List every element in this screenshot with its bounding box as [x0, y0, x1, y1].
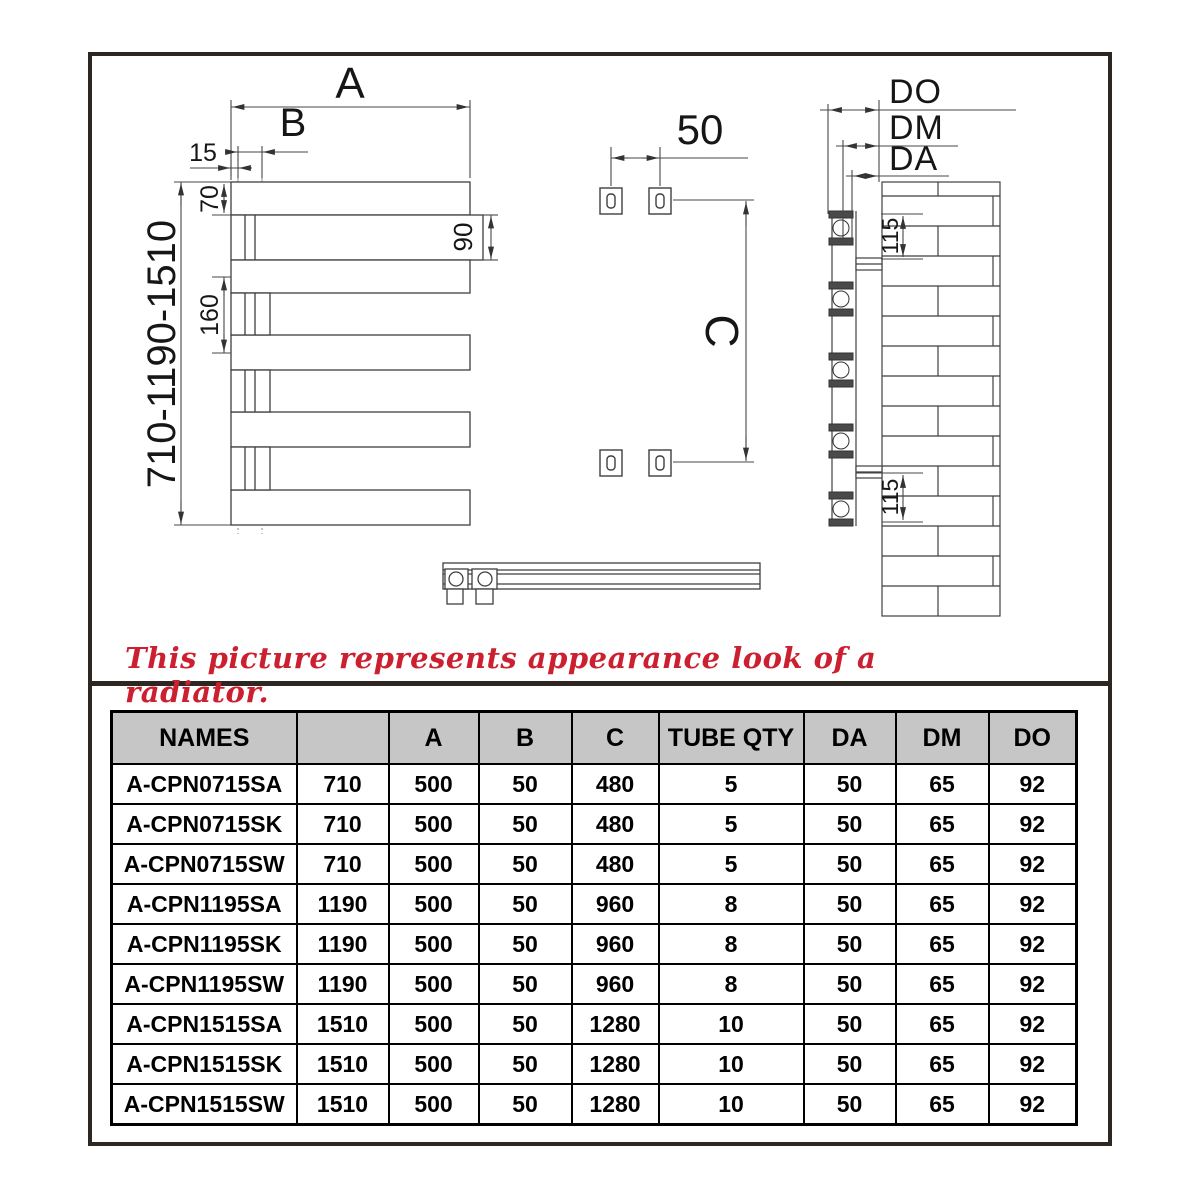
- value-cell: 500: [389, 764, 479, 804]
- value-cell: 50: [479, 964, 572, 1004]
- table-row: [112, 1004, 1077, 1044]
- mounting-view-dimensions: [611, 147, 754, 462]
- value-cell: 10: [659, 1084, 804, 1125]
- value-cell: 50: [804, 1044, 896, 1084]
- value-cell: 50: [479, 1004, 572, 1044]
- value-cell: 1190: [297, 924, 389, 964]
- model-name-cell: A-CPN0715SA: [112, 764, 297, 804]
- value-cell: 480: [572, 804, 659, 844]
- dim-label-115-top: 115: [877, 217, 904, 255]
- value-cell: 8: [659, 884, 804, 924]
- value-cell: 92: [989, 1004, 1077, 1044]
- value-cell: 65: [896, 1084, 989, 1125]
- side-view: [832, 182, 1000, 616]
- value-cell: 500: [389, 844, 479, 884]
- value-cell: 1280: [572, 1004, 659, 1044]
- spec-table-body: [112, 764, 1077, 1125]
- table-row: [112, 1044, 1077, 1084]
- column-header-a: A: [389, 712, 479, 765]
- value-cell: 960: [572, 884, 659, 924]
- value-cell: 50: [804, 764, 896, 804]
- caption-text: This picture represents appearance look of a radiator.: [125, 641, 877, 709]
- value-cell: 92: [989, 964, 1077, 1004]
- dim-label-50: 50: [676, 106, 724, 153]
- value-cell: 710: [297, 764, 389, 804]
- value-cell: 50: [804, 804, 896, 844]
- column-header-do: DO: [989, 712, 1077, 765]
- value-cell: 50: [479, 804, 572, 844]
- value-cell: 8: [659, 924, 804, 964]
- value-cell: 50: [804, 884, 896, 924]
- column-header-c: C: [572, 712, 659, 765]
- value-cell: 65: [896, 1044, 989, 1084]
- table-row: [112, 764, 1077, 804]
- header-row: [112, 712, 1077, 765]
- value-cell: 92: [989, 764, 1077, 804]
- value-cell: 92: [989, 924, 1077, 964]
- value-cell: 5: [659, 844, 804, 884]
- value-cell: 1190: [297, 964, 389, 1004]
- value-cell: 50: [804, 924, 896, 964]
- value-cell: 10: [659, 1044, 804, 1084]
- table-row: [112, 844, 1077, 884]
- dim-label-70: 70: [195, 185, 224, 213]
- value-cell: 50: [479, 1044, 572, 1084]
- value-cell: 92: [989, 884, 1077, 924]
- dim-label-a: A: [335, 59, 365, 108]
- value-cell: 1510: [297, 1004, 389, 1044]
- value-cell: 65: [896, 844, 989, 884]
- value-cell: 710: [297, 844, 389, 884]
- value-cell: 50: [804, 1004, 896, 1044]
- model-name-cell: A-CPN1515SA: [112, 1004, 297, 1044]
- model-name-cell: A-CPN1515SK: [112, 1044, 297, 1084]
- value-cell: 92: [989, 1084, 1077, 1125]
- column-header-tube-qty: TUBE QTY: [659, 712, 804, 765]
- column-header-dm: DM: [896, 712, 989, 765]
- value-cell: 65: [896, 924, 989, 964]
- value-cell: 1280: [572, 1044, 659, 1084]
- value-cell: 50: [479, 764, 572, 804]
- top-view: [443, 563, 760, 604]
- column-header-names: NAMES: [112, 712, 297, 765]
- mounting-view: [600, 188, 671, 476]
- value-cell: 65: [896, 964, 989, 1004]
- model-name-cell: A-CPN1195SW: [112, 964, 297, 1004]
- value-cell: 50: [479, 924, 572, 964]
- value-cell: 480: [572, 764, 659, 804]
- dim-label-dm: DM: [889, 109, 944, 147]
- spec-table: [110, 710, 1078, 1126]
- dim-label-b: B: [279, 101, 307, 145]
- value-cell: 500: [389, 964, 479, 1004]
- dim-label-da: DA: [889, 140, 939, 178]
- value-cell: 50: [804, 964, 896, 1004]
- value-cell: 710: [297, 804, 389, 844]
- value-cell: 65: [896, 1004, 989, 1044]
- value-cell: 65: [896, 764, 989, 804]
- spec-table-header: [112, 712, 1077, 765]
- dim-label-15: 15: [189, 139, 217, 167]
- table-row: [112, 804, 1077, 844]
- table-row: [112, 924, 1077, 964]
- value-cell: 500: [389, 1044, 479, 1084]
- model-name-cell: A-CPN0715SW: [112, 844, 297, 884]
- value-cell: 65: [896, 804, 989, 844]
- value-cell: 500: [389, 804, 479, 844]
- value-cell: 1280: [572, 1084, 659, 1125]
- value-cell: 480: [572, 844, 659, 884]
- value-cell: 500: [389, 924, 479, 964]
- table-row: [112, 964, 1077, 1004]
- value-cell: 50: [479, 844, 572, 884]
- value-cell: 50: [479, 1084, 572, 1125]
- value-cell: 5: [659, 764, 804, 804]
- value-cell: 50: [804, 844, 896, 884]
- front-view: [231, 173, 483, 534]
- value-cell: 1510: [297, 1084, 389, 1125]
- dim-label-90: 90: [448, 222, 479, 252]
- dim-label-c: C: [695, 314, 748, 348]
- value-cell: 65: [896, 884, 989, 924]
- value-cell: 50: [479, 884, 572, 924]
- value-cell: 92: [989, 844, 1077, 884]
- value-cell: 10: [659, 1004, 804, 1044]
- table-row: [112, 1084, 1077, 1125]
- value-cell: 500: [389, 1004, 479, 1044]
- model-name-cell: A-CPN1195SA: [112, 884, 297, 924]
- column-header-da: DA: [804, 712, 896, 765]
- value-cell: 960: [572, 924, 659, 964]
- model-name-cell: A-CPN1195SK: [112, 924, 297, 964]
- dim-label-115-bottom: 115: [877, 478, 904, 516]
- value-cell: 50: [804, 1084, 896, 1125]
- value-cell: 1190: [297, 884, 389, 924]
- dim-label-heights: 710-1190-1510: [140, 219, 184, 489]
- model-name-cell: A-CPN1515SW: [112, 1084, 297, 1125]
- value-cell: 960: [572, 964, 659, 1004]
- value-cell: 92: [989, 804, 1077, 844]
- model-name-cell: A-CPN0715SK: [112, 804, 297, 844]
- dim-label-160: 160: [195, 294, 224, 336]
- table-row: [112, 884, 1077, 924]
- value-cell: 8: [659, 964, 804, 1004]
- column-header-blank: [297, 712, 389, 765]
- column-header-b: B: [479, 712, 572, 765]
- value-cell: 5: [659, 804, 804, 844]
- dim-label-do: DO: [889, 73, 942, 111]
- value-cell: 500: [389, 1084, 479, 1125]
- value-cell: 1510: [297, 1044, 389, 1084]
- value-cell: 92: [989, 1044, 1077, 1084]
- value-cell: 500: [389, 884, 479, 924]
